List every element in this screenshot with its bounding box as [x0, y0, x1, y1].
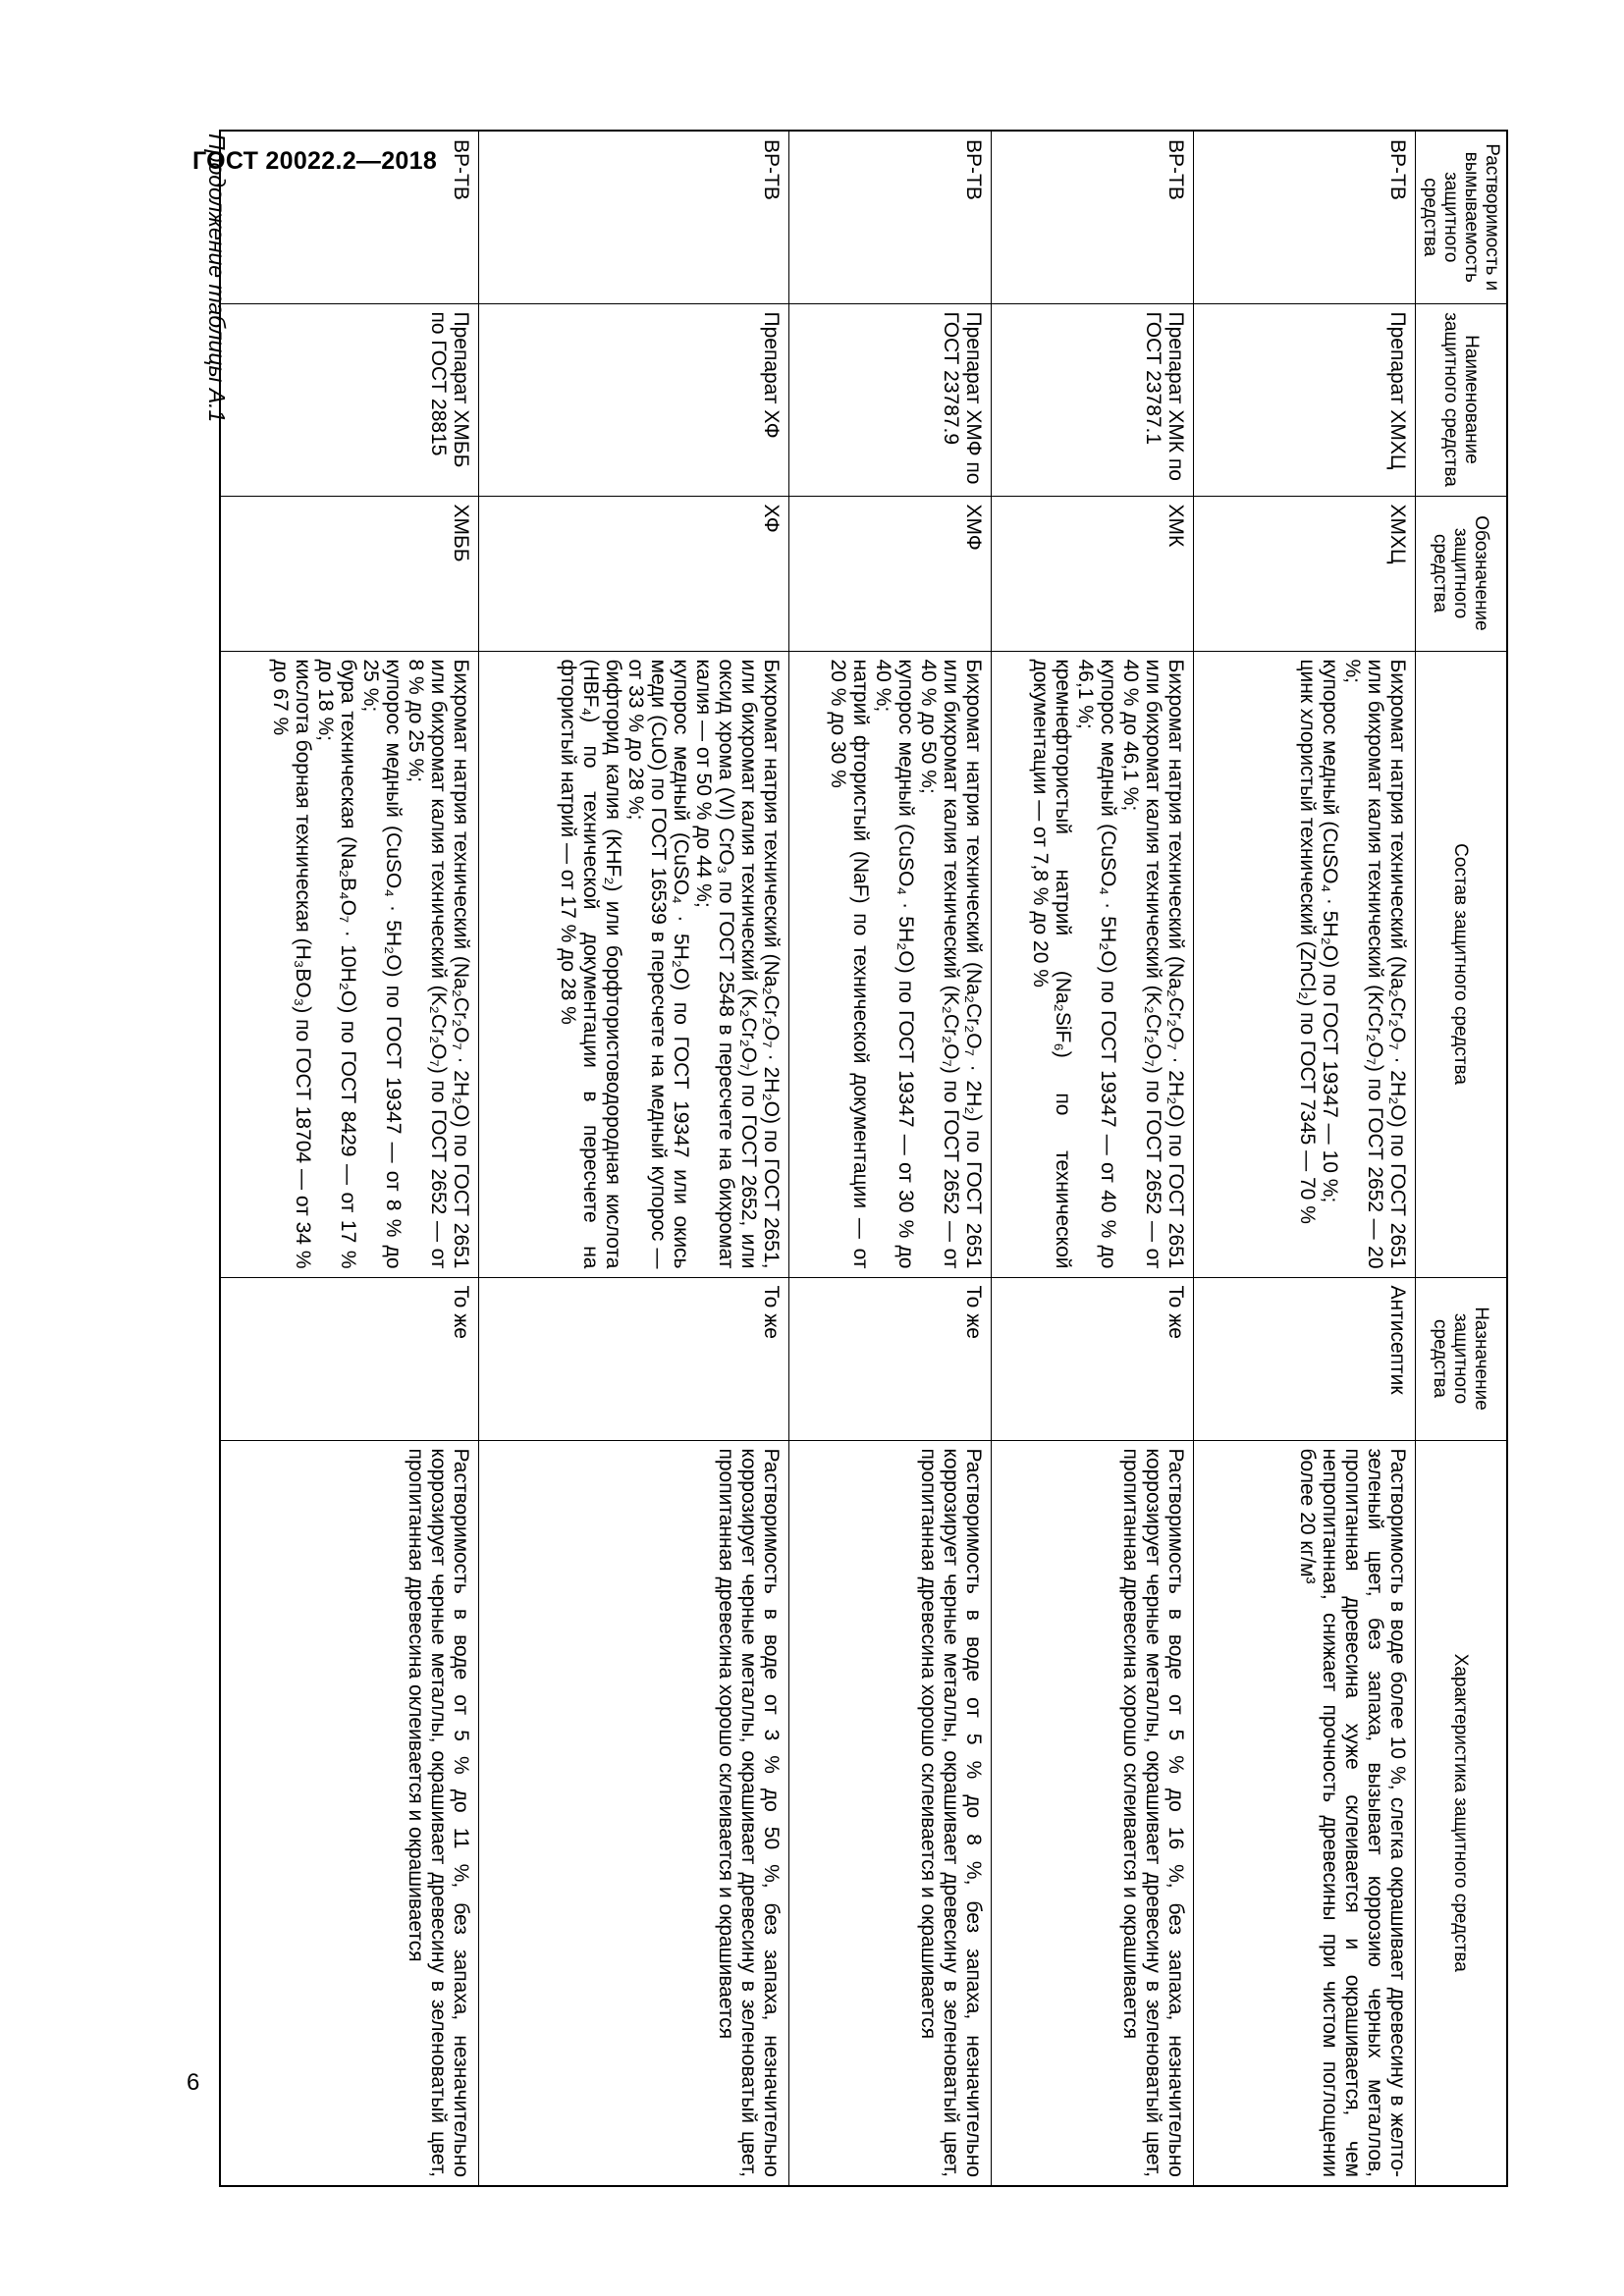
cell-designation: ХМК	[992, 496, 1194, 651]
composition-line: Бихромат натрия технический (Na₂Cr₂O₇ · 2H₂O) по ГОСТ 2651 или бихромат калия технический (K₂Cr₂O₇) по ГОСТ 2652 — от 8 % до 25 %;	[405, 659, 472, 1269]
composition-line: купорос медный (CuSO₄ · 5H₂O) по ГОСТ 19347 — от 30 % до 40 %;	[872, 659, 917, 1269]
page-number: 6	[187, 2069, 200, 2096]
cell-solubility: ВР-ТВ	[221, 131, 479, 303]
cell-characteristic: Растворимость в воде более 10 %, слегка окрашивает древесину в желто-зеленый цвет, без запаха, вызывает коррозию черных металлов, пропитанная древесина хуже склеивается и окрашивается, чем непропитанная, снижает прочность древесины при чистом поглощении более 20 кг/м³	[1194, 1440, 1416, 2186]
cell-purpose: То же	[789, 1277, 992, 1440]
table-row	[1194, 131, 1416, 2186]
cell-composition	[789, 651, 992, 1277]
cell-solubility: ВР-ТВ	[789, 131, 992, 303]
cell-purpose: То же	[479, 1277, 789, 1440]
table-row	[992, 131, 1194, 2186]
cell-characteristic: Растворимость в воде от 5 % до 8 %, без запаха, незначительно коррозирует черные металлы, окрашивает древесину в зеленоватый цвет, пропитанная древесина хорошо склеивается и окрашивается	[789, 1440, 992, 2186]
cell-composition	[992, 651, 1194, 1277]
header-purpose: Назначение защитного средства	[1416, 1277, 1508, 1440]
composition-line: купорос медный (CuSO₄ · 5H₂O) по ГОСТ 19347 — от 8 % до 25 %;	[359, 659, 405, 1269]
composition-line: Бихромат натрия технический (Na₂Cr₂O₇ · 2H₂O) по ГОСТ 2651 или бихромат калия технический (K₂Cr₂O₇) по ГОСТ 2652 — от 40 % до 46,1 %;	[1119, 659, 1187, 1269]
cell-name: Препарат ХМК по ГОСТ 23787.1	[992, 303, 1194, 496]
cell-solubility: ВР-ТВ	[1194, 131, 1416, 303]
cell-name: Препарат ХФ	[479, 303, 789, 496]
table-row	[789, 131, 992, 2186]
rotated-page-content	[204, 130, 1508, 2185]
table-row	[479, 131, 789, 2186]
header-designation: Обозначение защитного средства	[1416, 496, 1508, 651]
standard-header: ГОСТ 20022.2—2018	[192, 147, 438, 175]
cell-characteristic: Растворимость в воде от 5 % до 11 %, без запаха, незначительно коррозирует черные металлы, окрашивает древесину в зеленоватый цвет, пропитанная древесина оклеивается и окрашивается	[221, 1440, 479, 2186]
cell-designation: ХФ	[479, 496, 789, 651]
cell-solubility: ВР-ТВ	[992, 131, 1194, 303]
cell-composition	[1194, 651, 1416, 1277]
composition-line: купорос медный (CuSO₄ · 5H₂O) по ГОСТ 19347 или окись меди (CuO) по ГОСТ 16539 в пересчете на медный купорос — от 33 % до 28 %;	[624, 659, 692, 1269]
composition-line: Бихромат натрия технический (Na₂Cr₂O₇ · 2H₂O) по ГОСТ 2651, или бихромат калия технический (K₂Cr₂O₇) по ГОСТ 2652, или оксид хрома (VI) CrO₃ по ГОСТ 2548 в пересчете на бихромат калия — от 50 % до 44 %;	[692, 659, 783, 1269]
composition-line: Бихромат натрия технический (Na₂Cr₂O₇ · 2H₂O) по ГОСТ 2651 или бихромат калия технический (KrCr₂O₇) по ГОСТ 2652 — 20 %;	[1341, 659, 1409, 1269]
cell-purpose: То же	[221, 1277, 479, 1440]
cell-purpose: Антисептик	[1194, 1277, 1416, 1440]
cell-solubility: ВР-ТВ	[479, 131, 789, 303]
cell-name: Препарат ХМХЦ	[1194, 303, 1416, 496]
cell-designation: ХМФ	[789, 496, 992, 651]
composition-line: бифторид калия (KHF₂) или борфтористоводородная кислота (HBF₄) по технической документации в пересчете на фтористый натрий — от 17 % до 28 %	[557, 659, 624, 1269]
composition-line: натрий фтористый (NaF) по технической документации — от 20 % до 30 %	[827, 659, 872, 1269]
cell-designation: ХМББ	[221, 496, 479, 651]
composition-line: купорос медный (CuSO₄ · 5H₂O) по ГОСТ 19347 — 10 %;	[1319, 659, 1341, 1203]
composition-line: Бихромат натрия технический (Na₂Cr₂O₇ · 2H₂) по ГОСТ 2651 или бихромат калия технический (K₂Cr₂O₇) по ГОСТ 2652 — от 40 % до 50 %;	[917, 659, 985, 1269]
cell-characteristic: Растворимость в воде от 3 % до 50 %, без запаха, незначительно коррозирует черные металлы, окрашивает древесину в зеленоватый цвет, пропитанная древесина хорошо склеивается и окрашивается	[479, 1440, 789, 2186]
composition-line: кремнефтористый натрий (Na₂SiF₆) по технической документации — от 7,8 % до 20 %	[1029, 659, 1074, 1269]
header-solubility: Растворимость и вымываемость защитного средства	[1416, 131, 1508, 303]
cell-name: Препарат ХМФ по ГОСТ 23787.9	[789, 303, 992, 496]
header-characteristic: Характеристика защитного средства	[1416, 1440, 1508, 2186]
cell-purpose: То же	[992, 1277, 1194, 1440]
cell-composition	[479, 651, 789, 1277]
table-row	[221, 131, 479, 2186]
protective-agents-table	[220, 130, 1509, 2187]
cell-designation: ХМХЦ	[1194, 496, 1416, 651]
table-caption: Продолжение таблицы А.1	[204, 133, 230, 423]
header-composition: Состав защитного средства	[1416, 651, 1508, 1277]
composition-line: цинк хлористый технический (ZnCl₂) по ГОСТ 7345 — 70 %	[1296, 659, 1319, 1224]
cell-characteristic: Растворимость в воде от 5 % до 16 %, без запаха, незначительно коррозирует черные металлы, окрашивает древесину в зеленоватый цвет, пропитанная древесина хорошо склеивается и окрашивается	[992, 1440, 1194, 2186]
table-header-row	[1416, 131, 1508, 2186]
cell-name: Препарат ХМББ по ГОСТ 28815	[221, 303, 479, 496]
composition-line: кислота борная техническая (H₃BO₃) по ГОСТ 18704 — от 34 % до 67 %	[269, 659, 314, 1269]
cell-composition	[221, 651, 479, 1277]
composition-line: бура техническая (Na₂B₄O₇ · 10H₂O) по ГОСТ 8429 — от 17 % до 18 %;	[314, 659, 359, 1269]
composition-line: купорос медный (CuSO₄ · 5H₂O) по ГОСТ 19347 — от 40 % до 46,1 %;	[1074, 659, 1119, 1269]
header-name: Наименование защитного средства	[1416, 303, 1508, 496]
